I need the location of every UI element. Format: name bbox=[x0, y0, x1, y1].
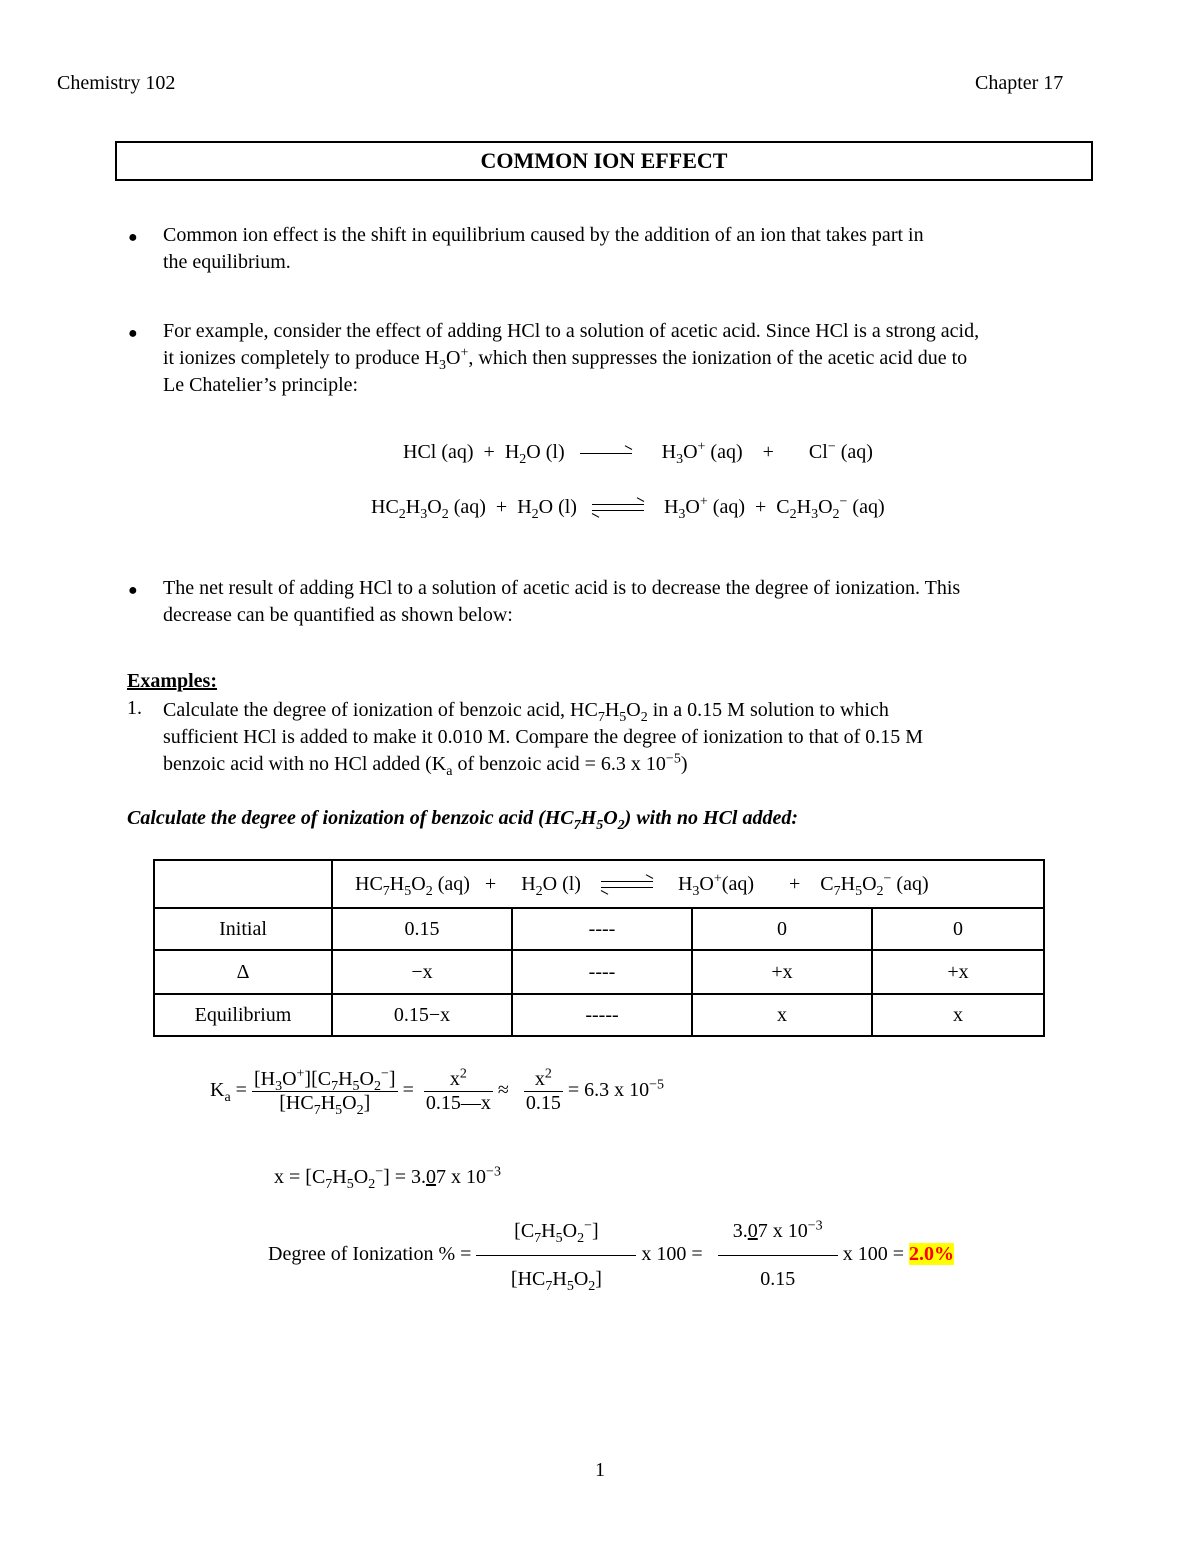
chapter-label: Chapter 17 bbox=[975, 72, 1064, 94]
course-label: Chemistry 102 bbox=[57, 72, 176, 94]
table-cell: +x bbox=[692, 950, 872, 994]
table-cell: ---- bbox=[512, 950, 692, 994]
bullet-2-line1: For example, consider the effect of adding HCl to a solution of acetic acid. Since HCl is a strong acid, bbox=[163, 320, 980, 342]
table-cell: ---- bbox=[512, 908, 692, 950]
ka-expression: $K_a$ = $\frac{[H_3O^+][C_7H_5O_2^-]}{[HC_7H_5O_2]}$ = $\frac{x^2}{0.15—x}$ ≈ $\frac{x^2}{0.15}$ = 6.3 x $10^{-5}$ bbox=[210, 1066, 665, 1118]
forward-arrow-icon bbox=[580, 447, 632, 459]
bullet-dot: ● bbox=[128, 229, 138, 246]
example-1-line1: Calculate the degree of ionization of benzoic acid, $HC_7H_5O_2$ in a 0.15 M solution to which bbox=[163, 699, 889, 725]
bullet-1 bbox=[163, 222, 1153, 276]
example-1-text bbox=[163, 697, 1153, 778]
table-row bbox=[154, 908, 1044, 950]
table-header-row bbox=[154, 860, 1044, 908]
example-number: 1. bbox=[127, 697, 142, 719]
degree-fraction: $\frac{[C_7H_5O_2^-]}{[HC_7H_5O_2]}$ bbox=[476, 1220, 636, 1291]
table-cell: ----- bbox=[512, 994, 692, 1036]
bullet-2-line3: Le Chatelier’s principle: bbox=[163, 374, 359, 396]
table-cell: 0.15−x bbox=[332, 994, 512, 1036]
row-label: Δ bbox=[154, 950, 332, 994]
bullet-3-line1: The net result of adding HCl to a solution of acetic acid is to decrease the degree of ionization. This bbox=[163, 577, 961, 599]
answer-highlight: 2.0% bbox=[908, 1243, 954, 1266]
bullet-2-line2: it ionizes completely to produce $H_3O^+$, which then suppresses the ionization of the acetic acid due to bbox=[163, 345, 968, 373]
equilibrium-arrow-icon bbox=[601, 878, 653, 892]
table-cell: 0 bbox=[872, 908, 1044, 950]
degree-expression: Degree of Ionization % = $\frac{[C_7H_5O_2^-]}{[HC_7H_5O_2]}$ x 100 = $\frac{3.07 x 10^{-3}}{0.15}$ x 100 = 2.0% bbox=[268, 1218, 954, 1294]
table-cell: −x bbox=[332, 950, 512, 994]
table-row bbox=[154, 994, 1044, 1036]
bullet-dot: ● bbox=[128, 325, 138, 342]
bullet-3 bbox=[163, 575, 1153, 629]
subheading: Calculate the degree of ionization of benzoic acid $(HC_7H_5O_2)$ with no HCl added: bbox=[127, 807, 799, 833]
equilibrium-arrow-icon bbox=[592, 501, 644, 515]
table-cell: +x bbox=[872, 950, 1044, 994]
bullet-dot: ● bbox=[128, 582, 138, 599]
page-number: 1 bbox=[595, 1459, 605, 1481]
table-cell: x bbox=[872, 994, 1044, 1036]
x-expression: $x = [C_7H_5O_2^-] = 3.07$ x $10^{-3}$ bbox=[274, 1164, 501, 1192]
bullet-1-line1: Common ion effect is the shift in equilibrium caused by the addition of an ion that takes part in bbox=[163, 224, 924, 246]
table-reaction-cell: $HC_7H_5O_2$ (aq) + $H_2O$ (l) $H_3O^+(aq)$ + $C_7H_5O_2^-$ (aq) bbox=[332, 860, 1044, 908]
page-title: COMMON ION EFFECT bbox=[115, 141, 1093, 181]
table-corner-cell bbox=[154, 860, 332, 908]
ka-fraction-2: $\frac{x^2}{0.15—x}$ bbox=[425, 1066, 491, 1114]
ice-table bbox=[153, 859, 1045, 1037]
degree-fraction-2: $\frac{3.07 x 10^{-3}}{0.15}$ bbox=[718, 1220, 838, 1291]
bullet-3-line2: decrease can be quantified as shown below: bbox=[163, 604, 513, 626]
reaction-acetic: $HC_2H_3O_2$ $(aq) + H_2O$ (l) $H_3O^+$ $(aq) + C_2H_3O_2^-$ (aq) bbox=[371, 494, 885, 522]
ka-fraction: $\frac{[H_3O^+][C_7H_5O_2^-]}{[HC_7H_5O_2]}$ bbox=[253, 1066, 396, 1118]
row-label: Initial bbox=[154, 908, 332, 950]
reaction-hcl: HCl $(aq) + H_2O$ (l) $H_3O^+$ (aq) + Cl− (aq) bbox=[403, 439, 873, 467]
bullet-2 bbox=[163, 318, 1153, 399]
example-1-line3: benzoic acid with no HCl added ($K_a$ of benzoic acid = 6.3 x $10^{-5}$) bbox=[163, 751, 688, 779]
table-cell: 0.15 bbox=[332, 908, 512, 950]
example-1-line2: sufficient HCl is added to make it 0.010 M. Compare the degree of ionization to that of 0.15 M bbox=[163, 726, 924, 748]
examples-heading: Examples: bbox=[127, 670, 217, 692]
row-label: Equilibrium bbox=[154, 994, 332, 1036]
table-row bbox=[154, 950, 1044, 994]
table-cell: 0 bbox=[692, 908, 872, 950]
table-cell: x bbox=[692, 994, 872, 1036]
ka-fraction-3: $\frac{x^2}{0.15}$ bbox=[525, 1066, 561, 1114]
bullet-1-line2: the equilibrium. bbox=[163, 251, 291, 273]
